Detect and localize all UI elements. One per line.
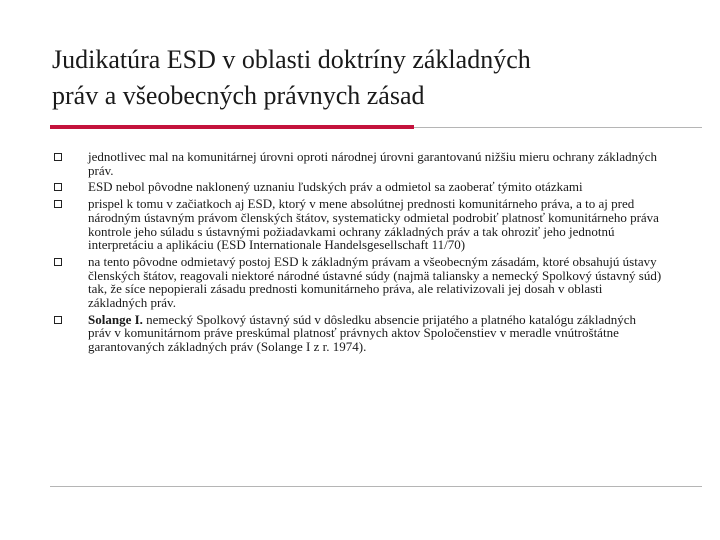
hollow-square-bullet-icon xyxy=(54,153,62,161)
title-line-1: Judikatúra ESD v oblasti doktríny základných xyxy=(52,45,531,74)
bottom-rule xyxy=(50,486,702,487)
hollow-square-bullet-icon xyxy=(54,316,62,324)
bullet-text: prispel k tomu v začiatkoch aj ESD, ktorý v mene absolútnej prednosti komunitárneho práva, a to aj pred národným ústavným právom členských štátov, systematicky odmietal podrobiť platnosť komunitárneho práva kontrole jeho súladu s ústavnými požiadavkami ochrany základných práv a tak ohroziť jeho jednotnú interpretáciu a aplikáciu (ESD Internationale Handelsgesellschaft 11/70) xyxy=(88,196,659,253)
hollow-square-bullet-icon xyxy=(54,183,62,191)
bullet-text: nemecký Spolkový ústavný súd v dôsledku absencie prijatého a platného katalógu základných práv v komunitárnom práve preskúmal platnosť právnych aktov Spoločenstiev v meradle vnútroštátne garantovaných základných práv (Solange I z r. 1974). xyxy=(88,311,637,355)
list-item xyxy=(52,180,662,194)
title-line-2: práv a všeobecných právnych zásad xyxy=(52,81,425,110)
list-item xyxy=(52,313,662,354)
list-item xyxy=(52,150,662,177)
bullet-list xyxy=(52,150,662,354)
slide-title xyxy=(52,42,692,114)
title-accent-bar xyxy=(50,125,414,129)
bullet-text: na tento pôvodne odmietavý postoj ESD k základným právam a všeobecným zásadám, ktoré obsahujú ústavy členských štátov, reagovali niektoré národné ústavné súdy (najmä taliansky a nemecký Spolkový ústavný súd) tak, že síce nepopierali zásadu prednosti komunitárneho práva, ale relativizovali jej dosah v oblasti základných práv. xyxy=(88,253,662,311)
bullet-text: jednotlivec mal na komunitárnej úrovni oproti národnej úrovni garantovanú nižšiu mieru ochrany základných práv. xyxy=(88,149,657,178)
list-item xyxy=(52,255,662,310)
bullet-text: ESD nebol pôvodne naklonený uznaniu ľudských práv a odmietol sa zaoberať týmito otázkami xyxy=(88,179,583,195)
hollow-square-bullet-icon xyxy=(54,200,62,208)
hollow-square-bullet-icon xyxy=(54,258,62,266)
bullet-lead-bold: Solange I. xyxy=(88,311,143,327)
list-item xyxy=(52,197,662,252)
